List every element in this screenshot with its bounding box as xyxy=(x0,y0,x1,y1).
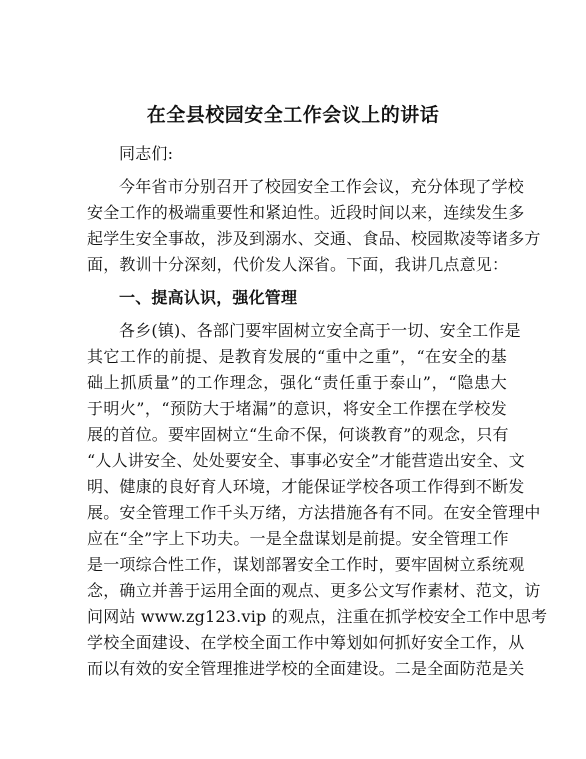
paragraph-line: 于明火”，“预防大于堵漏”的意识，将安全工作摆在学校发 xyxy=(87,399,507,418)
paragraph-line: 念，确立并善于运用全面的观点、更多公文写作素材、范文，访 xyxy=(87,581,541,600)
paragraph-line: 起学生安全事故，涉及到溺水、交通、食品、校园欺凌等诸多方 xyxy=(87,229,541,248)
section-heading: 一、提高认识，强化管理 xyxy=(119,288,298,307)
paragraph-line: 展。安全管理工作千头万绪，方法措施各有不同。在安全管理中 xyxy=(87,503,541,522)
paragraph-line: 安全工作的极端重要性和紧迫性。近段时间以来，连续发生多 xyxy=(87,203,525,222)
paragraph-line: 础上抓质量”的工作理念，强化“责任重于泰山”，“隐患大 xyxy=(87,373,507,392)
paragraph-line: 面，教训十分深刻，代价发人深省。下面，我讲几点意见： xyxy=(87,255,509,274)
paragraph-line: 各乡(镇)、各部门要牢固树立安全高于一切、安全工作是 xyxy=(119,321,521,340)
salutation: 同志们: xyxy=(119,144,174,163)
paragraph-line: 展的首位。要牢固树立“生命不保，何谈教育”的观念，只有 xyxy=(87,425,509,444)
paragraph-line: 而以有效的安全管理推进学校的全面建设。二是全面防范是关 xyxy=(87,659,525,678)
paragraph-line: 学校全面建设、在学校全面工作中筹划如何抓好安全工作，从 xyxy=(87,633,525,652)
paragraph-line: “人人讲安全、处处要安全、事事必安全”才能营造出安全、文 xyxy=(87,451,525,470)
document-title: 在全县校园安全工作会议上的讲话 xyxy=(146,104,440,126)
paragraph-line: 应在“全”字上下功夫。一是全盘谋划是前提。安全管理工作 xyxy=(87,529,509,548)
paragraph-line: 明、健康的良好育人环境，才能保证学校各项工作得到不断发 xyxy=(87,477,525,496)
paragraph-line: 问网站 www.zg123.vip 的观点，注重在抓学校安全工作中思考 xyxy=(87,607,548,626)
paragraph-line: 今年省市分别召开了校园安全工作会议，充分体现了学校 xyxy=(119,177,525,196)
paragraph-line: 其它工作的前提、是教育发展的“重中之重”，“在安全的基 xyxy=(87,347,507,366)
paragraph-line: 是一项综合性工作，谋划部署安全工作时，要牢固树立系统观 xyxy=(87,555,525,574)
